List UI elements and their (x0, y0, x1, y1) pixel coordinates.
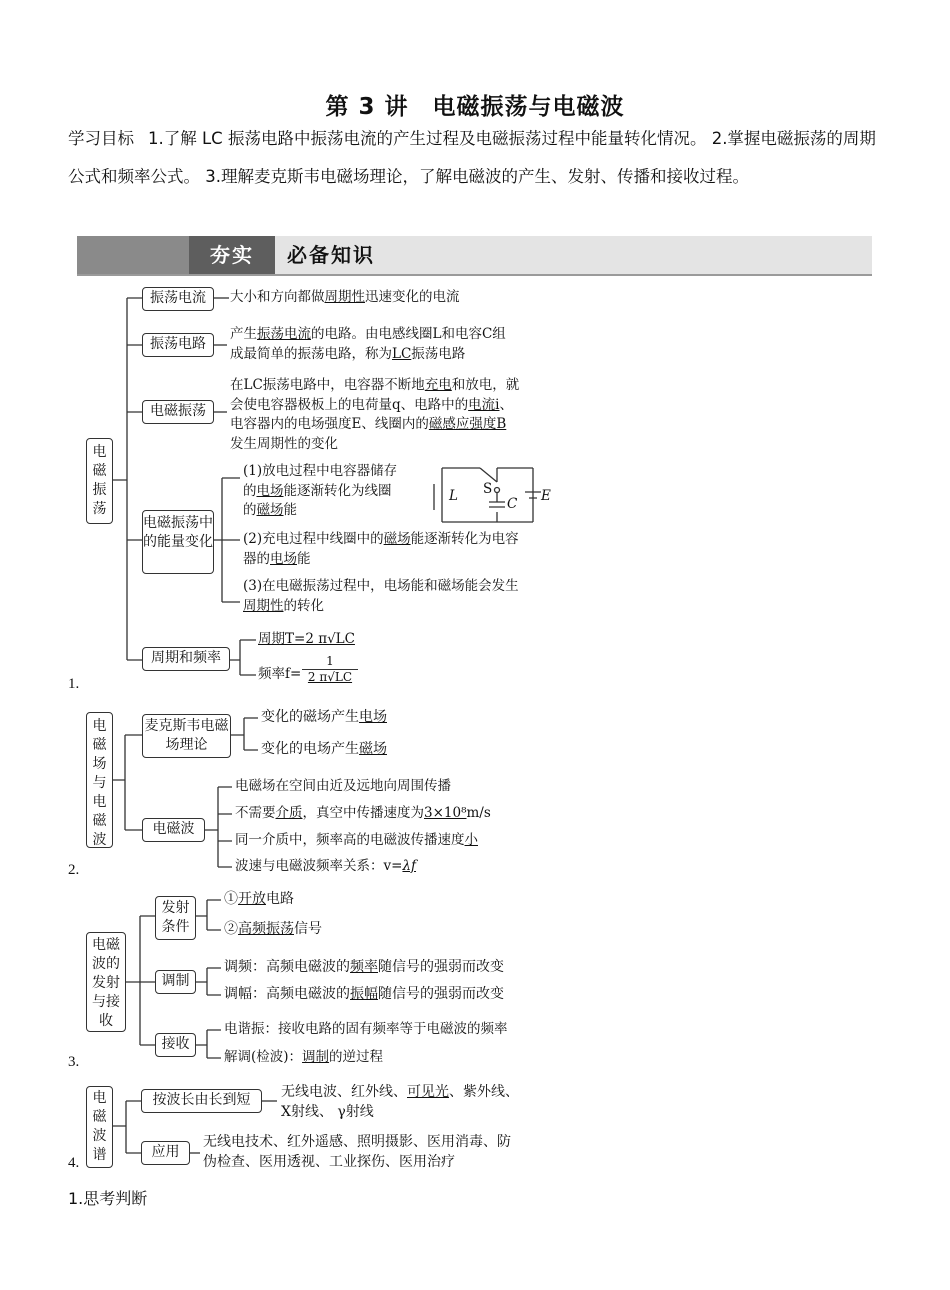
text-wave-4: 波速与电磁波频率关系：v=λf (235, 858, 417, 874)
text-reception-2: 解调(检波)：调制的逆过程 (224, 1049, 384, 1065)
text-energy-item-3: (3)在电磁振荡过程中，电场能和磁场能会发生 周期性的转化 (243, 578, 519, 614)
diagram2-number: 2. (68, 862, 80, 878)
text-wave-1: 电磁场在空间由近及远地向周围传播 (235, 778, 451, 794)
node-em-wave: 电磁波 (142, 818, 205, 842)
root-node-em-field-wave: 电磁场与电磁波 (86, 712, 113, 848)
text-emission-2: ②高频振荡信号 (224, 921, 322, 937)
text-modulation-am: 调幅：高频电磁波的振幅随信号的强弱而改变 (224, 986, 504, 1002)
goals-text: 1.了解 LC 振荡电路中振荡电流的产生过程及电磁振荡过程中能量转化情况。 2.掌握电磁振荡的周期公式和频率公式。 3.理解麦克斯韦电磁场理论，了解电磁波的产生、发射、传播和接收过程。 (68, 129, 876, 186)
text-applications: 无线电技术、红外遥感、照明摄影、医用消毒、防 伪检查、医用透视、工业探伤、医用治疗 (203, 1134, 511, 1170)
node-emission-conditions: 发射条件 (155, 896, 196, 940)
text-energy-item-2: (2)充电过程中线圈中的磁场能逐渐转化为电容 器的电场能 (243, 531, 519, 567)
root-node-em-oscillation: 电磁振荡 (86, 438, 113, 524)
node-maxwell-theory: 麦克斯韦电磁场理论 (142, 714, 231, 758)
root-node-em-spectrum: 电磁波谱 (86, 1086, 113, 1168)
banner-tag: 夯实 (189, 236, 275, 274)
circuit-label-S: S (483, 481, 493, 497)
text-reception-1: 电谐振：接收电路的固有频率等于电磁波的频率 (224, 1021, 508, 1037)
text-maxwell-2: 变化的电场产生磁场 (261, 741, 387, 757)
node-oscillating-circuit: 振荡电路 (142, 333, 214, 357)
node-reception: 接收 (155, 1033, 196, 1057)
text-energy-item-1: (1)放电过程中电容器储存 的电场能逐渐转化为线圈 的磁场能 (243, 463, 398, 518)
diagram4-number: 4. (68, 1155, 80, 1171)
text-spectrum-order: 无线电波、红外线、可见光、紫外线、 X射线、 γ射线 (281, 1084, 519, 1120)
text-emission-1: ①开放电路 (224, 891, 294, 907)
node-oscillating-current: 振荡电流 (142, 287, 214, 311)
page-title: 第 3 讲 电磁振荡与电磁波 (325, 94, 625, 120)
circuit-label-E: E (541, 488, 551, 504)
text-frequency-formula: 频率f= (258, 666, 302, 682)
node-applications: 应用 (141, 1141, 190, 1165)
text-wave-2: 不需要介质，真空中传播速度为3×10⁸m/s (235, 805, 491, 821)
diagram3-number: 3. (68, 1054, 80, 1070)
node-em-oscillation: 电磁振荡 (142, 400, 214, 424)
text-em-oscillation: 在LC振荡电路中，电容器不断地充电和放电，就 会使电容器极板上的电荷量q、电路中的电流i、 电容器内的电场强度E、线圈内的磁感应强度B 发生周期性的变化 (230, 377, 520, 452)
text-maxwell-1: 变化的磁场产生电场 (261, 709, 387, 725)
text-period-formula: 周期T=2 π√LC (258, 631, 355, 647)
circuit-label-C: C (507, 496, 518, 512)
text-oscillating-circuit: 产生振荡电流的电路。由电感线圈L和电容C组 成最简单的振荡电路，称为LC振荡电路 (230, 326, 506, 362)
diagram1-number: 1. (68, 676, 80, 692)
section-heading-think-judge: 1.思考判断 (68, 1189, 148, 1208)
text-oscillating-current: 大小和方向都做周期性迅速变化的电流 (230, 289, 460, 305)
circuit-label-L: L (449, 488, 458, 504)
text-modulation-fm: 调频：高频电磁波的频率随信号的强弱而改变 (224, 959, 504, 975)
frequency-fraction: 1 2 π√LC (302, 654, 358, 685)
node-modulation: 调制 (155, 970, 196, 994)
banner-title: 必备知识 (287, 243, 375, 267)
text-wave-3: 同一介质中，频率高的电磁波传播速度小 (235, 832, 478, 848)
goals-label: 学习目标 (68, 129, 134, 148)
node-period-frequency: 周期和频率 (142, 647, 230, 671)
node-wavelength-order: 按波长由长到短 (141, 1089, 262, 1113)
root-node-emission-reception: 电磁波的发射与接收 (86, 932, 126, 1032)
node-energy-change: 电磁振荡中的能量变化 (142, 510, 214, 574)
